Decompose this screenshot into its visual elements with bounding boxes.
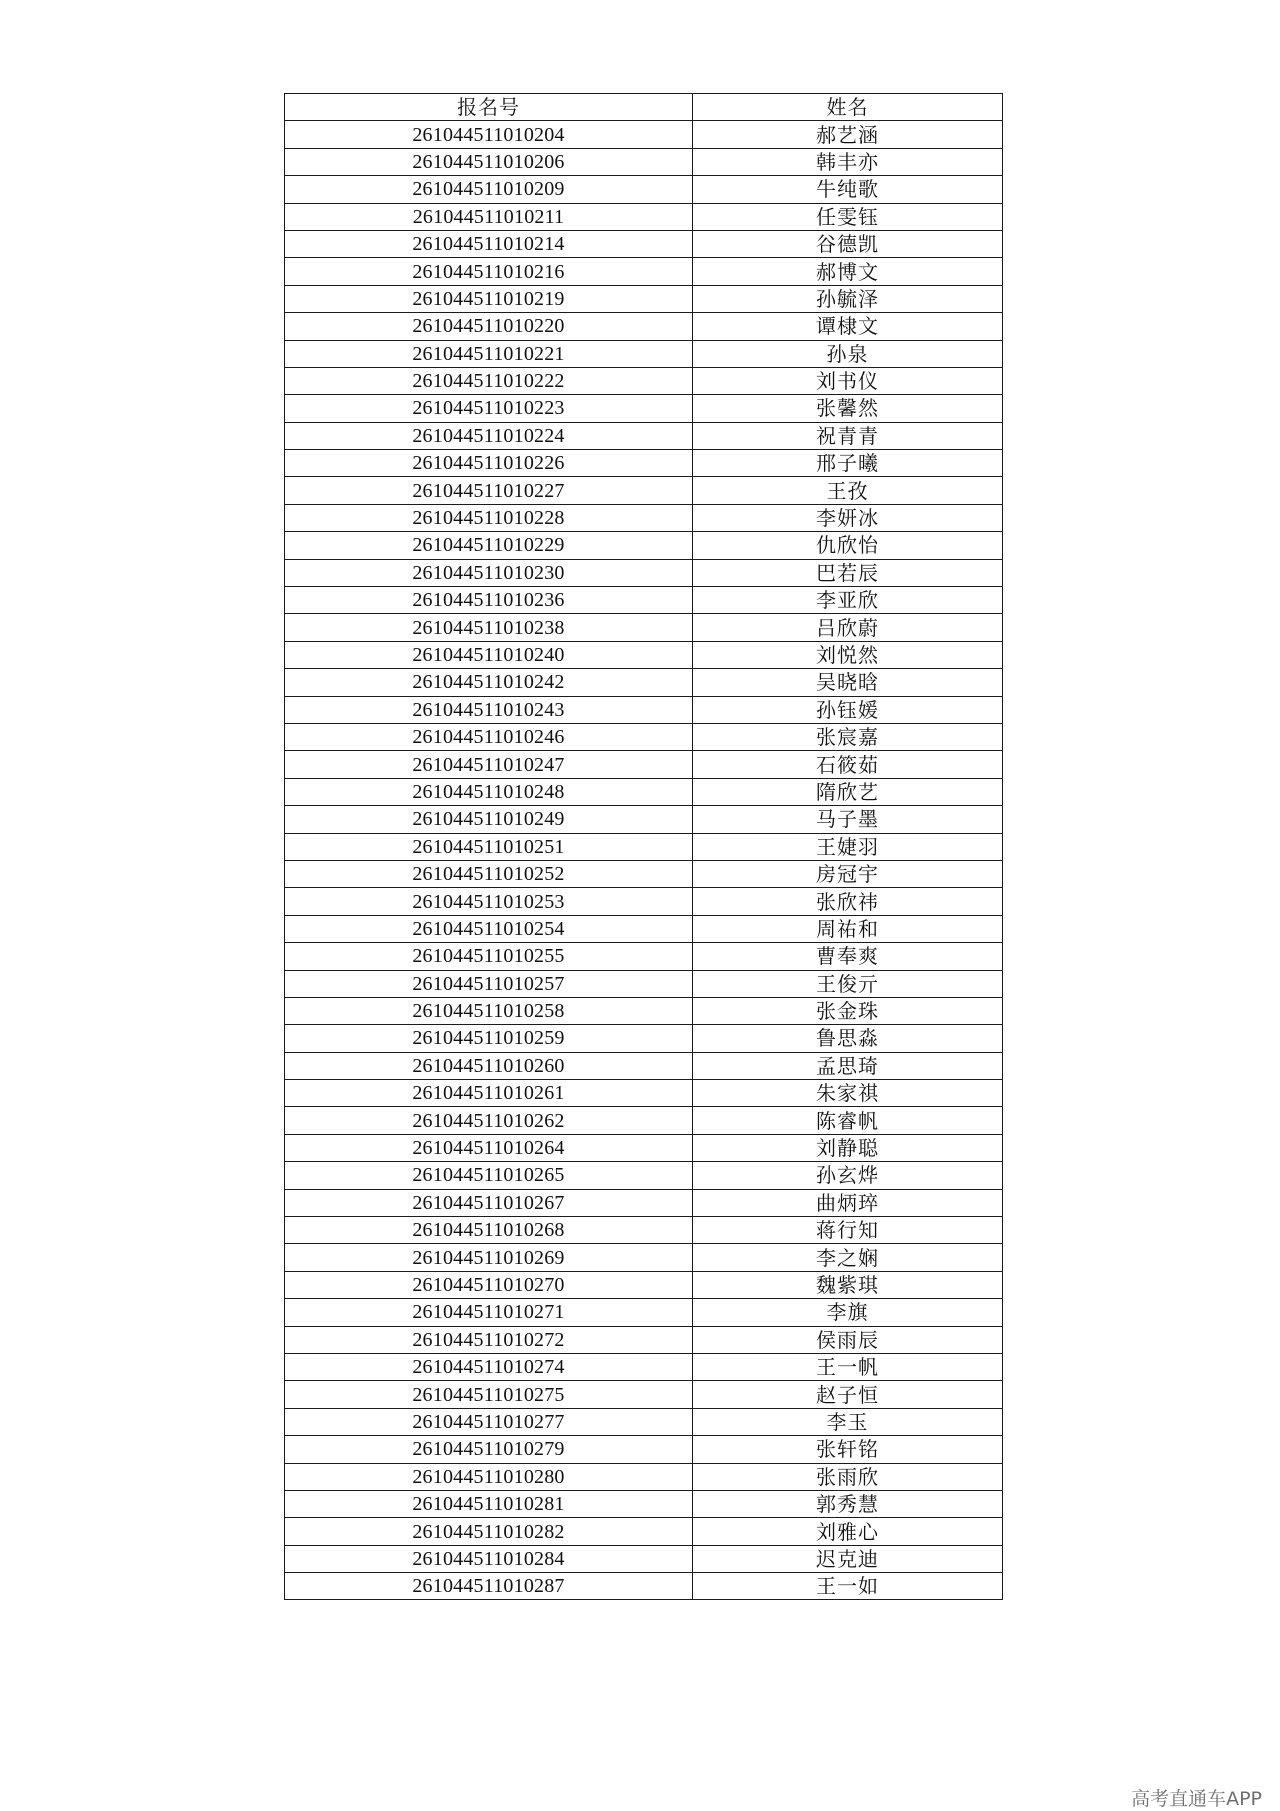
name-cell: 王一帆 — [693, 1353, 1003, 1380]
registration-number-cell: 261044511010279 — [285, 1436, 693, 1463]
registration-number-cell: 261044511010272 — [285, 1326, 693, 1353]
name-cell: 张金珠 — [693, 997, 1003, 1024]
name-cell: 张宸嘉 — [693, 723, 1003, 750]
table-row — [285, 1299, 1003, 1326]
table-row — [285, 1573, 1003, 1600]
name-cell: 刘书仪 — [693, 367, 1003, 394]
name-cell: 李亚欣 — [693, 587, 1003, 614]
table-row — [285, 669, 1003, 696]
registration-number-cell: 261044511010223 — [285, 395, 693, 422]
registration-number-cell: 261044511010209 — [285, 176, 693, 203]
registration-number-cell: 261044511010248 — [285, 778, 693, 805]
name-cell: 李旗 — [693, 1299, 1003, 1326]
registration-number-cell: 261044511010257 — [285, 970, 693, 997]
registration-number-cell: 261044511010260 — [285, 1052, 693, 1079]
table-row — [285, 833, 1003, 860]
name-cell: 刘悦然 — [693, 641, 1003, 668]
table-row — [285, 1436, 1003, 1463]
registration-number-cell: 261044511010236 — [285, 587, 693, 614]
registration-number-cell: 261044511010226 — [285, 450, 693, 477]
table-row — [285, 477, 1003, 504]
name-cell: 吴晓晗 — [693, 669, 1003, 696]
registration-number-cell: 261044511010282 — [285, 1518, 693, 1545]
table-row — [285, 1271, 1003, 1298]
table-row — [285, 1463, 1003, 1490]
registration-number-cell: 261044511010271 — [285, 1299, 693, 1326]
table-row — [285, 258, 1003, 285]
name-cell: 刘雅心 — [693, 1518, 1003, 1545]
name-cell: 孙泉 — [693, 340, 1003, 367]
registration-number-cell: 261044511010211 — [285, 203, 693, 230]
registration-number-cell: 261044511010224 — [285, 422, 693, 449]
table-row — [285, 587, 1003, 614]
table-row — [285, 723, 1003, 750]
name-cell: 王一如 — [693, 1573, 1003, 1600]
name-cell: 陈睿帆 — [693, 1107, 1003, 1134]
table-row — [285, 1217, 1003, 1244]
name-cell: 巴若辰 — [693, 559, 1003, 586]
table-row — [285, 888, 1003, 915]
name-cell: 李玉 — [693, 1408, 1003, 1435]
name-cell: 王婕羽 — [693, 833, 1003, 860]
registration-number-cell: 261044511010222 — [285, 367, 693, 394]
name-cell: 鲁思淼 — [693, 1025, 1003, 1052]
registration-number-cell: 261044511010227 — [285, 477, 693, 504]
name-cell: 李之娴 — [693, 1244, 1003, 1271]
registration-number-cell: 261044511010220 — [285, 313, 693, 340]
name-cell: 孟思琦 — [693, 1052, 1003, 1079]
registration-number-cell: 261044511010262 — [285, 1107, 693, 1134]
table-row — [285, 395, 1003, 422]
registration-number-cell: 261044511010255 — [285, 943, 693, 970]
registration-number-cell: 261044511010258 — [285, 997, 693, 1024]
table-row — [285, 450, 1003, 477]
name-cell: 张雨欣 — [693, 1463, 1003, 1490]
name-cell: 刘静聪 — [693, 1134, 1003, 1161]
registration-number-cell: 261044511010261 — [285, 1080, 693, 1107]
name-cell: 张欣祎 — [693, 888, 1003, 915]
registration-number-cell: 261044511010247 — [285, 751, 693, 778]
registration-number-cell: 261044511010268 — [285, 1217, 693, 1244]
table-row — [285, 1107, 1003, 1134]
registration-number-cell: 261044511010264 — [285, 1134, 693, 1161]
name-cell: 孙毓泽 — [693, 285, 1003, 312]
name-cell: 郭秀慧 — [693, 1490, 1003, 1517]
table-row — [285, 1381, 1003, 1408]
name-cell: 朱家祺 — [693, 1080, 1003, 1107]
registration-number-cell: 261044511010287 — [285, 1573, 693, 1600]
name-cell: 吕欣蔚 — [693, 614, 1003, 641]
name-cell: 韩丰亦 — [693, 148, 1003, 175]
name-cell: 谭棣文 — [693, 313, 1003, 340]
name-cell: 曹奉爽 — [693, 943, 1003, 970]
table-row — [285, 1162, 1003, 1189]
registration-number-cell: 261044511010221 — [285, 340, 693, 367]
registration-number-cell: 261044511010204 — [285, 121, 693, 148]
name-cell: 张轩铭 — [693, 1436, 1003, 1463]
table-row — [285, 422, 1003, 449]
name-cell: 李妍冰 — [693, 504, 1003, 531]
name-cell: 郝博文 — [693, 258, 1003, 285]
table-header — [285, 94, 1003, 121]
name-cell: 任雯钰 — [693, 203, 1003, 230]
registration-number-cell: 261044511010251 — [285, 833, 693, 860]
table-row — [285, 1518, 1003, 1545]
registration-number-cell: 261044511010206 — [285, 148, 693, 175]
name-cell: 蒋行知 — [693, 1217, 1003, 1244]
table-row — [285, 696, 1003, 723]
registration-number-cell: 261044511010274 — [285, 1353, 693, 1380]
table-row — [285, 751, 1003, 778]
registration-number-cell: 261044511010252 — [285, 860, 693, 887]
header-name: 姓名 — [693, 94, 1003, 121]
registration-number-cell: 261044511010269 — [285, 1244, 693, 1271]
registration-number-cell: 261044511010284 — [285, 1545, 693, 1572]
name-cell: 张馨然 — [693, 395, 1003, 422]
table-row — [285, 367, 1003, 394]
registration-number-cell: 261044511010267 — [285, 1189, 693, 1216]
table-row — [285, 1545, 1003, 1572]
table-row — [285, 285, 1003, 312]
registration-number-cell: 261044511010214 — [285, 230, 693, 257]
table-row — [285, 230, 1003, 257]
registration-number-cell: 261044511010228 — [285, 504, 693, 531]
name-cell: 迟克迪 — [693, 1545, 1003, 1572]
registration-number-cell: 261044511010254 — [285, 915, 693, 942]
name-cell: 赵子恒 — [693, 1381, 1003, 1408]
name-cell: 孙玄烨 — [693, 1162, 1003, 1189]
registration-number-cell: 261044511010219 — [285, 285, 693, 312]
table-row — [285, 614, 1003, 641]
header-row — [285, 94, 1003, 121]
table-row — [285, 970, 1003, 997]
table-row — [285, 1025, 1003, 1052]
registration-number-cell: 261044511010243 — [285, 696, 693, 723]
registration-number-cell: 261044511010253 — [285, 888, 693, 915]
table-row — [285, 340, 1003, 367]
header-registration-number: 报名号 — [285, 94, 693, 121]
name-cell: 隋欣艺 — [693, 778, 1003, 805]
table-row — [285, 1189, 1003, 1216]
table-row — [285, 203, 1003, 230]
table-row — [285, 860, 1003, 887]
registration-number-cell: 261044511010280 — [285, 1463, 693, 1490]
registration-number-cell: 261044511010216 — [285, 258, 693, 285]
name-cell: 仇欣怡 — [693, 532, 1003, 559]
registration-number-cell: 261044511010259 — [285, 1025, 693, 1052]
table-row — [285, 532, 1003, 559]
registration-number-cell: 261044511010270 — [285, 1271, 693, 1298]
table-row — [285, 997, 1003, 1024]
registration-number-cell: 261044511010277 — [285, 1408, 693, 1435]
registration-number-cell: 261044511010281 — [285, 1490, 693, 1517]
table-row — [285, 1326, 1003, 1353]
name-cell: 侯雨辰 — [693, 1326, 1003, 1353]
registration-number-cell: 261044511010246 — [285, 723, 693, 750]
name-cell: 马子墨 — [693, 806, 1003, 833]
table-row — [285, 504, 1003, 531]
table-row — [285, 806, 1003, 833]
name-cell: 魏紫琪 — [693, 1271, 1003, 1298]
name-cell: 王俊亓 — [693, 970, 1003, 997]
name-cell: 孙钰媛 — [693, 696, 1003, 723]
name-cell: 曲炳琗 — [693, 1189, 1003, 1216]
registration-table — [284, 93, 1003, 1600]
name-cell: 邢子曦 — [693, 450, 1003, 477]
registration-number-cell: 261044511010265 — [285, 1162, 693, 1189]
registration-number-cell: 261044511010240 — [285, 641, 693, 668]
table-row — [285, 778, 1003, 805]
registration-number-cell: 261044511010275 — [285, 1381, 693, 1408]
table-row — [285, 1353, 1003, 1380]
registration-number-cell: 261044511010242 — [285, 669, 693, 696]
registration-number-cell: 261044511010249 — [285, 806, 693, 833]
name-cell: 房冠宇 — [693, 860, 1003, 887]
name-cell: 石筱茹 — [693, 751, 1003, 778]
name-cell: 周祐和 — [693, 915, 1003, 942]
table-body — [285, 121, 1003, 1600]
table-row — [285, 943, 1003, 970]
table-row — [285, 915, 1003, 942]
name-cell: 郝艺涵 — [693, 121, 1003, 148]
table-row — [285, 1244, 1003, 1271]
name-cell: 牛纯歌 — [693, 176, 1003, 203]
table-row — [285, 148, 1003, 175]
table-row — [285, 1490, 1003, 1517]
name-cell: 祝青青 — [693, 422, 1003, 449]
table-row — [285, 1052, 1003, 1079]
registration-number-cell: 261044511010229 — [285, 532, 693, 559]
table-row — [285, 313, 1003, 340]
table-row — [285, 641, 1003, 668]
table-row — [285, 1408, 1003, 1435]
name-cell: 王孜 — [693, 477, 1003, 504]
table-row — [285, 176, 1003, 203]
table-row — [285, 121, 1003, 148]
table-row — [285, 1080, 1003, 1107]
watermark-text: 高考直通车APP — [1131, 1788, 1262, 1810]
registration-number-cell: 261044511010230 — [285, 559, 693, 586]
table-row — [285, 1134, 1003, 1161]
table-row — [285, 559, 1003, 586]
registration-number-cell: 261044511010238 — [285, 614, 693, 641]
name-cell: 谷德凯 — [693, 230, 1003, 257]
